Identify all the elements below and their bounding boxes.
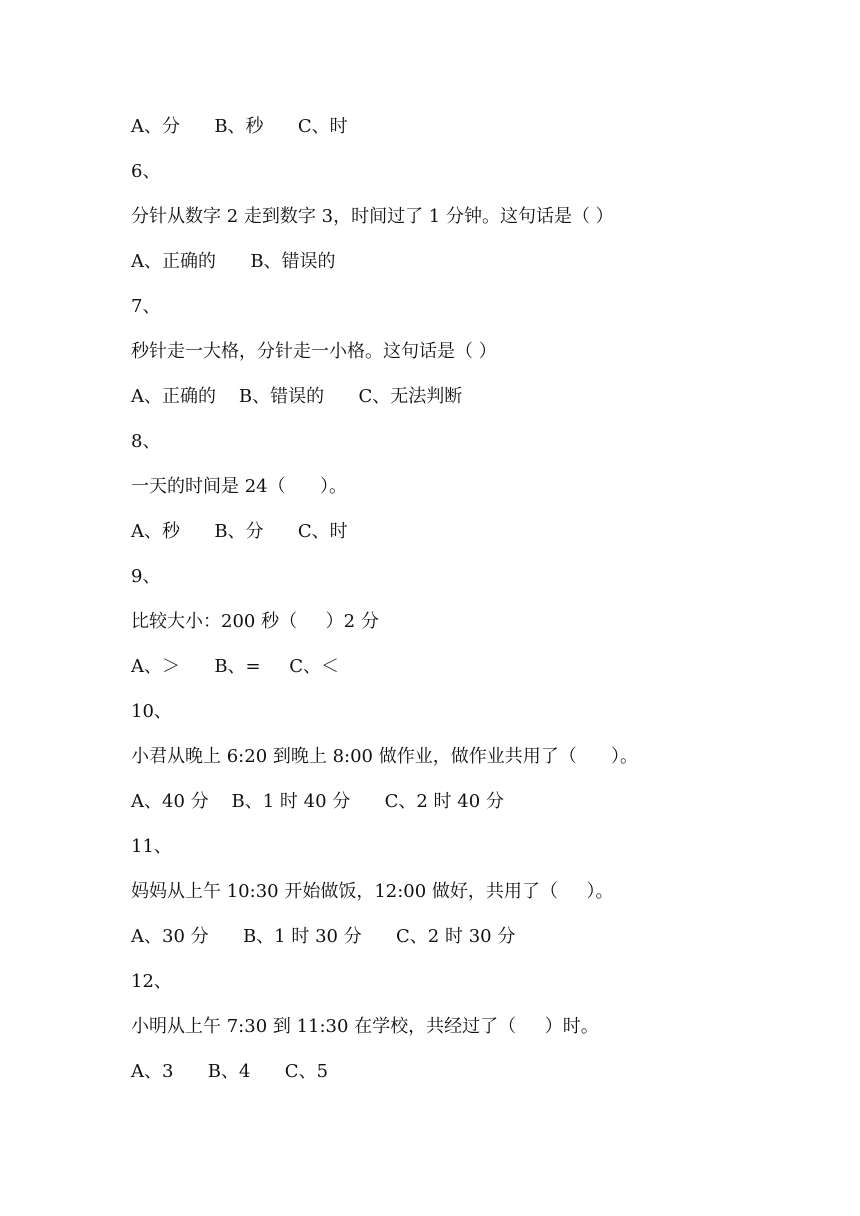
q7-question: 秒针走一大格，分针走一小格。这句话是（ ） <box>131 341 497 362</box>
q8-number: 8、 <box>131 431 161 452</box>
q8-question: 一天的时间是 24（ ）。 <box>131 476 347 497</box>
q6-number: 6、 <box>131 161 161 182</box>
q10-question: 小君从晚上 6:20 到晚上 8:00 做作业，做作业共用了（ ）。 <box>131 746 639 767</box>
q6-options: A、正确的 B、错误的 <box>131 251 336 272</box>
q12-options: A、3 B、4 C、5 <box>131 1061 329 1082</box>
q12-question: 小明从上午 7:30 到 11:30 在学校，共经过了（ ）时。 <box>131 1016 599 1037</box>
q7-options: A、正确的 B、错误的 C、无法判断 <box>131 386 463 407</box>
q11-question: 妈妈从上午 10:30 开始做饭，12:00 做好，共用了（ ）。 <box>131 881 614 902</box>
q11-options: A、30 分 B、1 时 30 分 C、2 时 30 分 <box>131 926 516 947</box>
q10-options: A、40 分 B、1 时 40 分 C、2 时 40 分 <box>131 791 504 812</box>
q12-number: 12、 <box>131 971 172 992</box>
q11-number: 11、 <box>131 836 172 857</box>
q5-options: A、分 B、秒 C、时 <box>131 116 348 137</box>
q9-options: A、＞ B、= C、＜ <box>131 656 340 677</box>
q10-number: 10、 <box>131 701 172 722</box>
q9-question: 比较大小：200 秒（ ）2 分 <box>131 611 379 632</box>
q8-options: A、秒 B、分 C、时 <box>131 521 348 542</box>
q9-number: 9、 <box>131 566 161 587</box>
q6-question: 分针从数字 2 走到数字 3，时间过了 1 分钟。这句话是（ ） <box>131 206 614 227</box>
q7-number: 7、 <box>131 296 161 317</box>
